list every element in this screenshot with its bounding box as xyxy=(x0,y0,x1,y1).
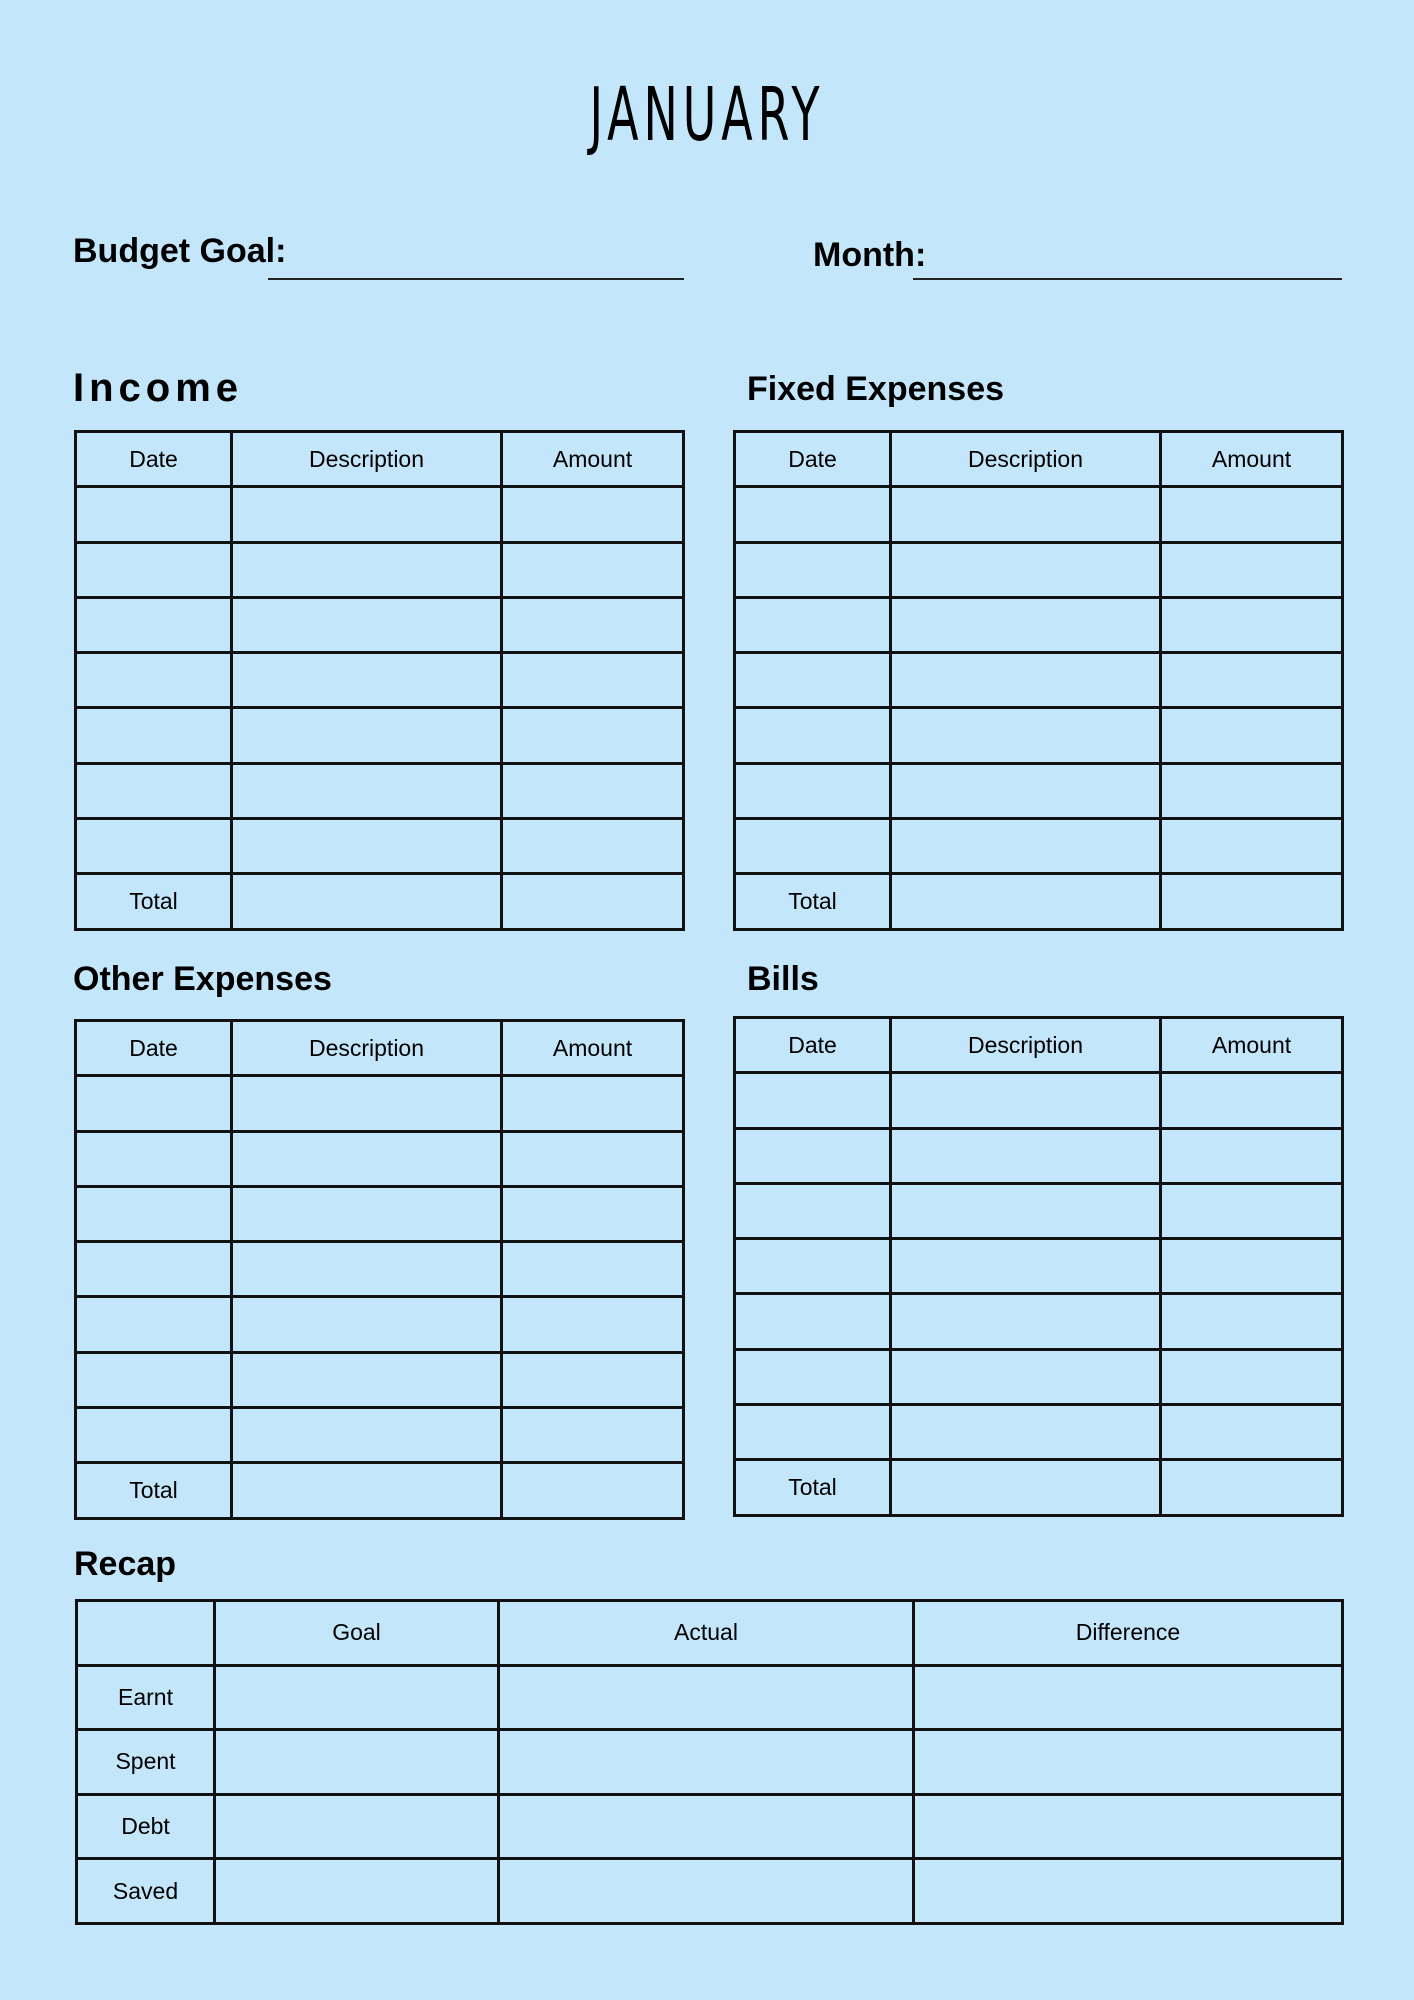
table-row xyxy=(735,819,1343,874)
table-row xyxy=(735,487,1343,542)
description-cell[interactable] xyxy=(232,1242,502,1297)
column-header-date: Date xyxy=(735,1018,891,1073)
date-cell[interactable] xyxy=(76,1242,232,1297)
description-cell[interactable] xyxy=(891,487,1161,542)
table-row xyxy=(76,542,684,597)
table-row xyxy=(76,1186,684,1241)
table-row xyxy=(76,597,684,652)
amount-cell[interactable] xyxy=(502,1297,684,1352)
month-label: Month: xyxy=(813,236,927,274)
column-header-description: Description xyxy=(891,432,1161,487)
table-row xyxy=(76,819,684,874)
date-cell[interactable] xyxy=(735,1183,891,1238)
amount-cell[interactable] xyxy=(1161,1128,1343,1183)
table-row xyxy=(735,653,1343,708)
date-cell[interactable] xyxy=(76,1131,232,1186)
bills-table xyxy=(733,1016,1344,1517)
description-cell[interactable] xyxy=(232,708,502,763)
date-cell[interactable] xyxy=(76,1297,232,1352)
goal-cell[interactable] xyxy=(215,1794,499,1859)
other-expenses-table xyxy=(74,1019,685,1520)
table-row xyxy=(735,1294,1343,1349)
date-cell[interactable] xyxy=(735,653,891,708)
total-amount-cell[interactable] xyxy=(1161,1460,1343,1515)
amount-cell[interactable] xyxy=(1161,653,1343,708)
table-row xyxy=(76,708,684,763)
table-header-row xyxy=(735,1018,1343,1073)
table-header-row xyxy=(76,432,684,487)
amount-cell[interactable] xyxy=(502,1242,684,1297)
amount-cell[interactable] xyxy=(502,1076,684,1131)
amount-cell[interactable] xyxy=(1161,1294,1343,1349)
date-cell[interactable] xyxy=(735,487,891,542)
table-row xyxy=(76,1297,684,1352)
amount-cell[interactable] xyxy=(1161,597,1343,652)
income-table xyxy=(74,430,685,931)
description-cell[interactable] xyxy=(891,708,1161,763)
budget-goal-input-line[interactable] xyxy=(268,278,684,280)
total-label: Total xyxy=(76,874,232,929)
column-header-amount: Amount xyxy=(1161,432,1343,487)
description-cell[interactable] xyxy=(232,1297,502,1352)
total-description-cell[interactable] xyxy=(232,1463,502,1518)
amount-cell[interactable] xyxy=(502,597,684,652)
total-amount-cell[interactable] xyxy=(502,1463,684,1518)
recap-row-earnt xyxy=(77,1665,1343,1730)
goal-cell[interactable] xyxy=(215,1730,499,1795)
total-row xyxy=(735,874,1343,929)
amount-cell[interactable] xyxy=(1161,1405,1343,1460)
table-header-row xyxy=(76,1021,684,1076)
date-cell[interactable] xyxy=(76,1076,232,1131)
bills-title: Bills xyxy=(747,960,819,998)
goal-cell[interactable] xyxy=(215,1665,499,1730)
date-cell[interactable] xyxy=(735,1073,891,1128)
recap-row-debt xyxy=(77,1794,1343,1859)
date-cell[interactable] xyxy=(76,1352,232,1407)
total-label: Total xyxy=(735,1460,891,1515)
table-row xyxy=(735,542,1343,597)
date-cell[interactable] xyxy=(735,763,891,818)
description-cell[interactable] xyxy=(232,542,502,597)
amount-cell[interactable] xyxy=(1161,819,1343,874)
fixed-expenses-title: Fixed Expenses xyxy=(747,370,1005,408)
description-cell[interactable] xyxy=(891,1073,1161,1128)
column-header-goal: Goal xyxy=(215,1601,499,1666)
date-cell[interactable] xyxy=(76,819,232,874)
table-header-row xyxy=(77,1601,1343,1666)
date-cell[interactable] xyxy=(735,597,891,652)
amount-cell[interactable] xyxy=(502,708,684,763)
column-header-amount: Amount xyxy=(502,432,684,487)
column-header-difference: Difference xyxy=(914,1601,1343,1666)
amount-cell[interactable] xyxy=(1161,1239,1343,1294)
table-row xyxy=(735,1405,1343,1460)
column-header-amount: Amount xyxy=(1161,1018,1343,1073)
description-cell[interactable] xyxy=(232,1408,502,1463)
total-description-cell[interactable] xyxy=(891,1460,1161,1515)
table-row xyxy=(76,653,684,708)
amount-cell[interactable] xyxy=(502,653,684,708)
date-cell[interactable] xyxy=(76,542,232,597)
difference-cell[interactable] xyxy=(914,1665,1343,1730)
table-row xyxy=(76,1242,684,1297)
amount-cell[interactable] xyxy=(1161,1183,1343,1238)
date-cell[interactable] xyxy=(76,487,232,542)
description-cell[interactable] xyxy=(891,819,1161,874)
column-header-description: Description xyxy=(891,1018,1161,1073)
amount-cell[interactable] xyxy=(502,487,684,542)
date-cell[interactable] xyxy=(735,1294,891,1349)
total-row xyxy=(76,1463,684,1518)
date-cell[interactable] xyxy=(76,653,232,708)
total-amount-cell[interactable] xyxy=(502,874,684,929)
description-cell[interactable] xyxy=(232,597,502,652)
amount-cell[interactable] xyxy=(502,1352,684,1407)
fixed-expenses-table xyxy=(733,430,1344,931)
description-cell[interactable] xyxy=(232,1076,502,1131)
table-row xyxy=(735,708,1343,763)
description-cell[interactable] xyxy=(891,1349,1161,1404)
income-title: Income xyxy=(73,366,244,410)
date-cell[interactable] xyxy=(735,1239,891,1294)
description-cell[interactable] xyxy=(232,763,502,818)
description-cell[interactable] xyxy=(232,1352,502,1407)
column-header-description: Description xyxy=(232,1021,502,1076)
amount-cell[interactable] xyxy=(1161,542,1343,597)
recap-title: Recap xyxy=(74,1545,177,1583)
recap-corner-cell xyxy=(77,1601,215,1666)
date-cell[interactable] xyxy=(735,1405,891,1460)
description-cell[interactable] xyxy=(891,1294,1161,1349)
difference-cell[interactable] xyxy=(914,1794,1343,1859)
recap-row-label: Spent xyxy=(77,1730,215,1795)
date-cell[interactable] xyxy=(735,542,891,597)
table-row xyxy=(76,1076,684,1131)
difference-cell[interactable] xyxy=(914,1730,1343,1795)
table-row xyxy=(735,597,1343,652)
column-header-description: Description xyxy=(232,432,502,487)
table-header-row xyxy=(735,432,1343,487)
amount-cell[interactable] xyxy=(502,1408,684,1463)
description-cell[interactable] xyxy=(232,487,502,542)
other-expenses-title: Other Expenses xyxy=(73,960,332,998)
budget-goal-label: Budget Goal: xyxy=(73,232,287,270)
amount-cell[interactable] xyxy=(502,819,684,874)
description-cell[interactable] xyxy=(891,1128,1161,1183)
amount-cell[interactable] xyxy=(1161,708,1343,763)
table-row xyxy=(735,1073,1343,1128)
description-cell[interactable] xyxy=(891,1405,1161,1460)
recap-row-label: Debt xyxy=(77,1794,215,1859)
table-row xyxy=(76,1131,684,1186)
table-row xyxy=(76,487,684,542)
total-description-cell[interactable] xyxy=(891,874,1161,929)
recap-row-label: Saved xyxy=(77,1859,215,1924)
amount-cell[interactable] xyxy=(1161,1349,1343,1404)
column-header-actual: Actual xyxy=(499,1601,914,1666)
column-header-date: Date xyxy=(76,1021,232,1076)
amount-cell[interactable] xyxy=(502,763,684,818)
table-row xyxy=(76,763,684,818)
description-cell[interactable] xyxy=(232,653,502,708)
description-cell[interactable] xyxy=(891,542,1161,597)
description-cell[interactable] xyxy=(232,1131,502,1186)
table-row xyxy=(735,1183,1343,1238)
total-row xyxy=(735,1460,1343,1515)
total-description-cell[interactable] xyxy=(232,874,502,929)
table-row xyxy=(76,1408,684,1463)
table-row xyxy=(735,1349,1343,1404)
description-cell[interactable] xyxy=(891,653,1161,708)
month-input-line[interactable] xyxy=(913,278,1342,280)
description-cell[interactable] xyxy=(891,1239,1161,1294)
table-row xyxy=(76,1352,684,1407)
table-row xyxy=(735,1128,1343,1183)
description-cell[interactable] xyxy=(891,763,1161,818)
description-cell[interactable] xyxy=(891,1183,1161,1238)
recap-row-spent xyxy=(77,1730,1343,1795)
page-title: JANUARY xyxy=(589,72,825,158)
date-cell[interactable] xyxy=(76,763,232,818)
difference-cell[interactable] xyxy=(914,1859,1343,1924)
amount-cell[interactable] xyxy=(1161,487,1343,542)
recap-row-label: Earnt xyxy=(77,1665,215,1730)
actual-cell[interactable] xyxy=(499,1859,914,1924)
actual-cell[interactable] xyxy=(499,1794,914,1859)
amount-cell[interactable] xyxy=(1161,763,1343,818)
description-cell[interactable] xyxy=(232,1186,502,1241)
amount-cell[interactable] xyxy=(502,1131,684,1186)
date-cell[interactable] xyxy=(735,819,891,874)
total-label: Total xyxy=(76,1463,232,1518)
total-row xyxy=(76,874,684,929)
date-cell[interactable] xyxy=(735,1128,891,1183)
description-cell[interactable] xyxy=(891,597,1161,652)
total-label: Total xyxy=(735,874,891,929)
column-header-date: Date xyxy=(735,432,891,487)
amount-cell[interactable] xyxy=(1161,1073,1343,1128)
column-header-amount: Amount xyxy=(502,1021,684,1076)
date-cell[interactable] xyxy=(735,1349,891,1404)
description-cell[interactable] xyxy=(232,819,502,874)
amount-cell[interactable] xyxy=(502,1186,684,1241)
date-cell[interactable] xyxy=(76,1186,232,1241)
actual-cell[interactable] xyxy=(499,1730,914,1795)
goal-cell[interactable] xyxy=(215,1859,499,1924)
date-cell[interactable] xyxy=(76,1408,232,1463)
date-cell[interactable] xyxy=(76,708,232,763)
actual-cell[interactable] xyxy=(499,1665,914,1730)
recap-table xyxy=(75,1599,1344,1925)
recap-row-saved xyxy=(77,1859,1343,1924)
date-cell[interactable] xyxy=(76,597,232,652)
amount-cell[interactable] xyxy=(502,542,684,597)
table-row xyxy=(735,1239,1343,1294)
table-row xyxy=(735,763,1343,818)
total-amount-cell[interactable] xyxy=(1161,874,1343,929)
date-cell[interactable] xyxy=(735,708,891,763)
column-header-date: Date xyxy=(76,432,232,487)
